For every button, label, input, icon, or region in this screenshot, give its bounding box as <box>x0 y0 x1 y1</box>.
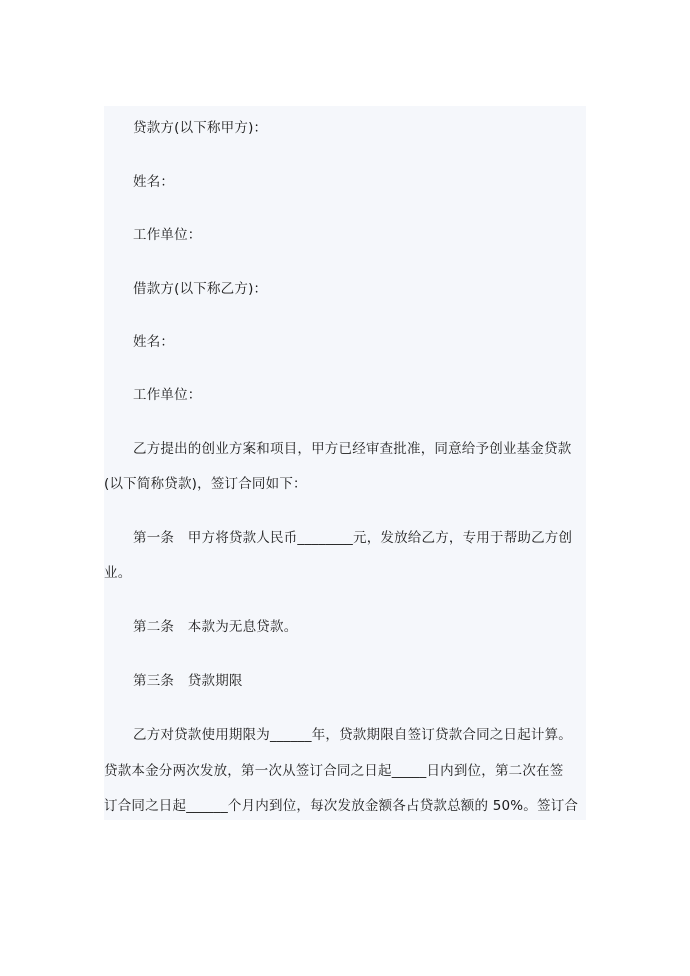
intro-paragraph-line: 乙方提出的创业方案和项目，甲方已经审查批准，同意给予创业基金贷款 <box>133 441 572 457</box>
borrower-name-field: 姓名： <box>133 334 175 350</box>
borrower-heading: 借款方(以下称乙方)： <box>133 281 268 297</box>
borrower-employer-field: 工作单位： <box>133 387 202 403</box>
document-page <box>104 106 586 820</box>
lender-employer-field: 工作单位： <box>133 227 202 243</box>
intro-paragraph-line: (以下简称贷款)，签订合同如下： <box>104 476 307 492</box>
article-3-line: 贷款本金分两次发放，第一次从签订合同之日起_____日内到位，第二次在签 <box>104 763 564 779</box>
article-3-line: 乙方对贷款使用期限为______年，贷款期限自签订贷款合同之日起计算。 <box>133 727 572 743</box>
article-2: 第二条 本款为无息贷款。 <box>133 619 298 635</box>
article-1-line: 第一条 甲方将贷款人民币________元，发放给乙方，专用于帮助乙方创 <box>133 530 573 546</box>
lender-name-field: 姓名： <box>133 174 175 190</box>
article-3-line: 订合同之日起______个月内到位，每次发放金额各占贷款总额的 50%。签订合 <box>104 798 579 814</box>
article-1-line: 业。 <box>104 565 132 581</box>
lender-heading: 贷款方(以下称甲方)： <box>133 120 268 136</box>
article-3-heading: 第三条 贷款期限 <box>133 673 243 689</box>
